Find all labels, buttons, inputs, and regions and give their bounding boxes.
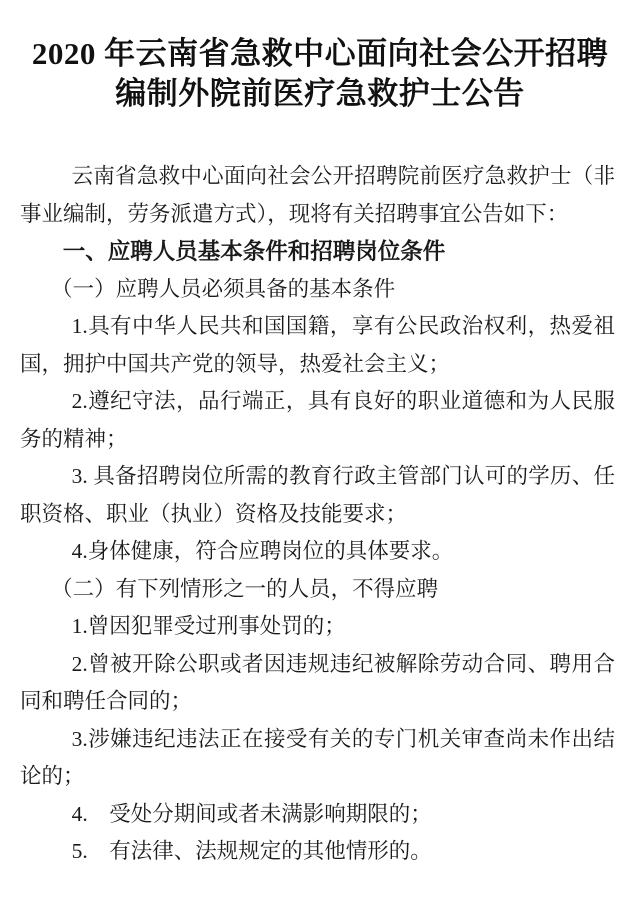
title-line-1: 2020 年云南省急救中心面向社会公开招聘 [31, 36, 609, 71]
document-body [20, 158, 615, 871]
document-title [20, 34, 620, 114]
paragraph: 云南省急救中心面向社会公开招聘院前医疗急救护士（非事业编制，劳务派遣方式），现将有关招聘事宜公告如下： [20, 164, 615, 226]
paragraph: 1.具有中华人民共和国国籍，享有公民政治权利，热爱祖国，拥护中国共产党的领导，热爱社会主义； [20, 314, 615, 376]
paragraph: （二）有下列情形之一的人员，不得应聘 [51, 576, 439, 601]
paragraph: 3.涉嫌违纪违法正在接受有关的专门机关审查尚未作出结论的； [20, 726, 615, 788]
paragraph: 3. 具备招聘岗位所需的教育行政主管部门认可的学历、任职资格、职业（执业）资格及技能要求； [20, 464, 615, 526]
title-line-2: 编制外院前医疗急救护士公告 [115, 76, 525, 111]
paragraph: 一、应聘人员基本条件和招聘岗位条件 [62, 239, 446, 264]
paragraph: 4.身体健康，符合应聘岗位的具体要求。 [71, 539, 454, 563]
paragraph: 5. 有法律、法规规定的其他情形的。 [71, 839, 432, 863]
paragraph: 2.曾被开除公职或者因违规违纪被解除劳动合同、聘用合同和聘任合同的； [20, 651, 615, 713]
paragraph: 4. 受处分期间或者未满影响期限的； [71, 801, 432, 826]
paragraph: （一）应聘人员必须具备的基本条件 [51, 276, 396, 301]
paragraph: 2.遵纪守法，品行端正，具有良好的职业道德和为人民服务的精神； [20, 389, 615, 451]
paragraph: 1.曾因犯罪受过刑事处罚的； [71, 614, 346, 638]
